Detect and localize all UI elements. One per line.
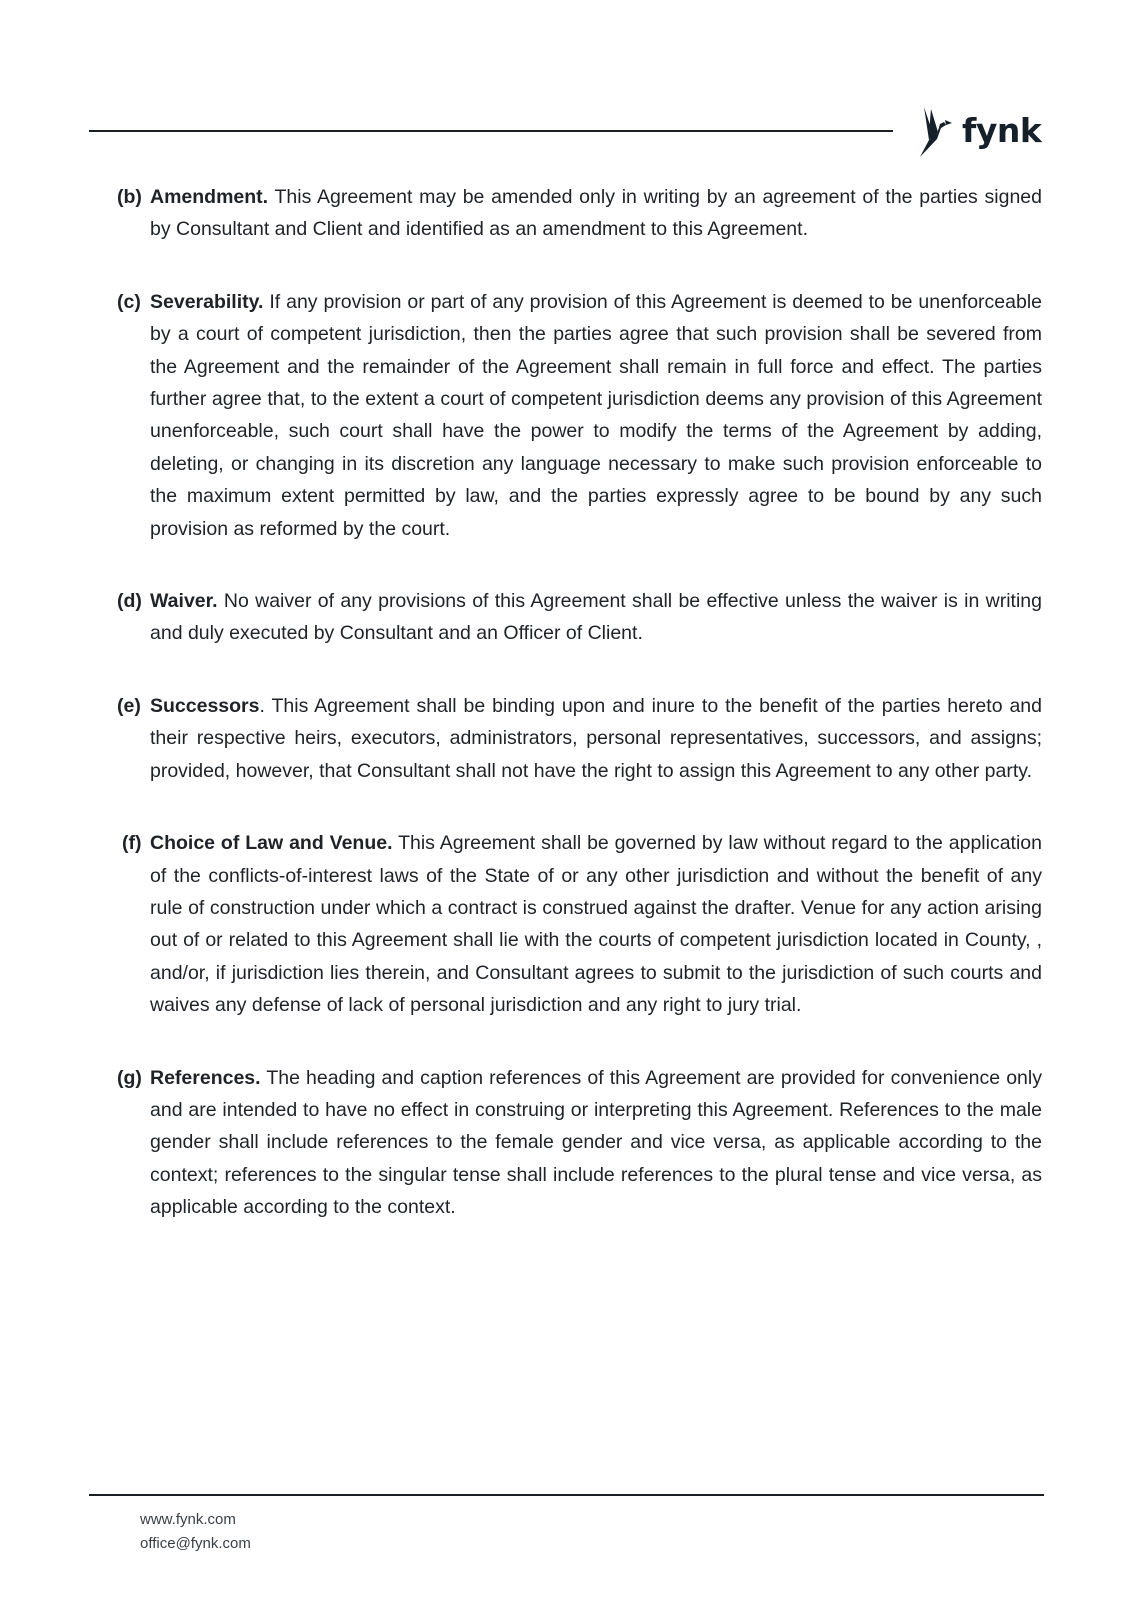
clause-title: References.: [150, 1066, 261, 1089]
clause-marker: (c): [117, 290, 141, 313]
clause-marker: (f): [122, 832, 142, 855]
clause-title: Successors: [150, 694, 260, 717]
footer-email: office@fynk.com: [140, 1535, 251, 1552]
footer-divider: [89, 1494, 1044, 1496]
clause-marker: (b): [117, 186, 142, 208]
header-divider: [89, 130, 893, 132]
clause-title: Waiver.: [150, 590, 218, 613]
clause-text: No waiver of any provisions of this Agreement shall be effective unless the waiver is in writing and duly executed by Consultant and an Officer of Client.: [150, 590, 1042, 645]
clause-references: [117, 1062, 1042, 1224]
logo-text: fynk: [962, 110, 1042, 150]
clause-title: Amendment.: [150, 186, 269, 208]
clause-waiver: [117, 585, 1042, 650]
clause-text: This Agreement may be amended only in writing by an agreement of the parties signed by Consultant and Client and identified as an amendment to this Agreement.: [150, 186, 1042, 241]
clause-title: Severability.: [150, 290, 264, 313]
clause-text: . This Agreement shall be binding upon and inure to the benefit of the parties hereto and their respective heirs, executors, administrators, personal representatives, successors, and assigns; provided, however, that Consultant shall not have the right to assign this Agreement to any other party.: [150, 694, 1042, 782]
footer-website: www.fynk.com: [140, 1511, 236, 1528]
clause-successors: [117, 690, 1042, 787]
fynk-bird-icon: [918, 106, 958, 158]
clause-marker: (e): [117, 694, 141, 717]
fynk-logo: [918, 104, 1041, 160]
clause-text: If any provision or part of any provision of this Agreement is deemed to be unenforceable by a court of competent jurisdiction, then the parties agree that such provision shall be severed from the Agreement and the remainder of the Agreement shall remain in full force and effect. The parties further agree that, to the extent a court of competent jurisdiction deems any provision of this Agreement unenforceable, such court shall have the power to modify the terms of the Agreement by adding, deleting, or changing in its discretion any language necessary to make such provision enforceable to the maximum extent permitted by law, and the parties expressly agree to be bound by any such provision as reformed by the court.: [150, 290, 1043, 540]
clause-marker: (g): [117, 1066, 142, 1089]
clause-text: The heading and caption references of this Agreement are provided for convenience only and are intended to have no effect in construing or interpreting this Agreement. References to the male gender shall include references to the female gender and vice versa, as applicable according to the context; references to the singular tense shall include references to the plural tense and vice versa, as applicable according to the context.: [150, 1066, 1042, 1219]
clause-amendment: [117, 181, 1042, 246]
clause-marker: (d): [117, 590, 142, 613]
clause-severability: [117, 286, 1042, 545]
clause-text: This Agreement shall be governed by law without regard to the application of the conflicts-of-interest laws of the State of or any other jurisdiction and without the benefit of any rule of construction under which a contract is construed against the drafter. Venue for any action arising out of or related to this Agreement shall lie with the courts of competent jurisdiction located in County, , and/or, if jurisdiction lies therein, and Consultant agrees to submit to the jurisdiction of such courts and waives any defense of lack of personal jurisdiction and any right to jury trial.: [150, 832, 1042, 1017]
clause-choice-of-law: [117, 827, 1042, 1021]
footer: [140, 1508, 251, 1556]
clause-list: [117, 181, 1042, 1264]
clause-title: Choice of Law and Venue.: [150, 832, 393, 855]
